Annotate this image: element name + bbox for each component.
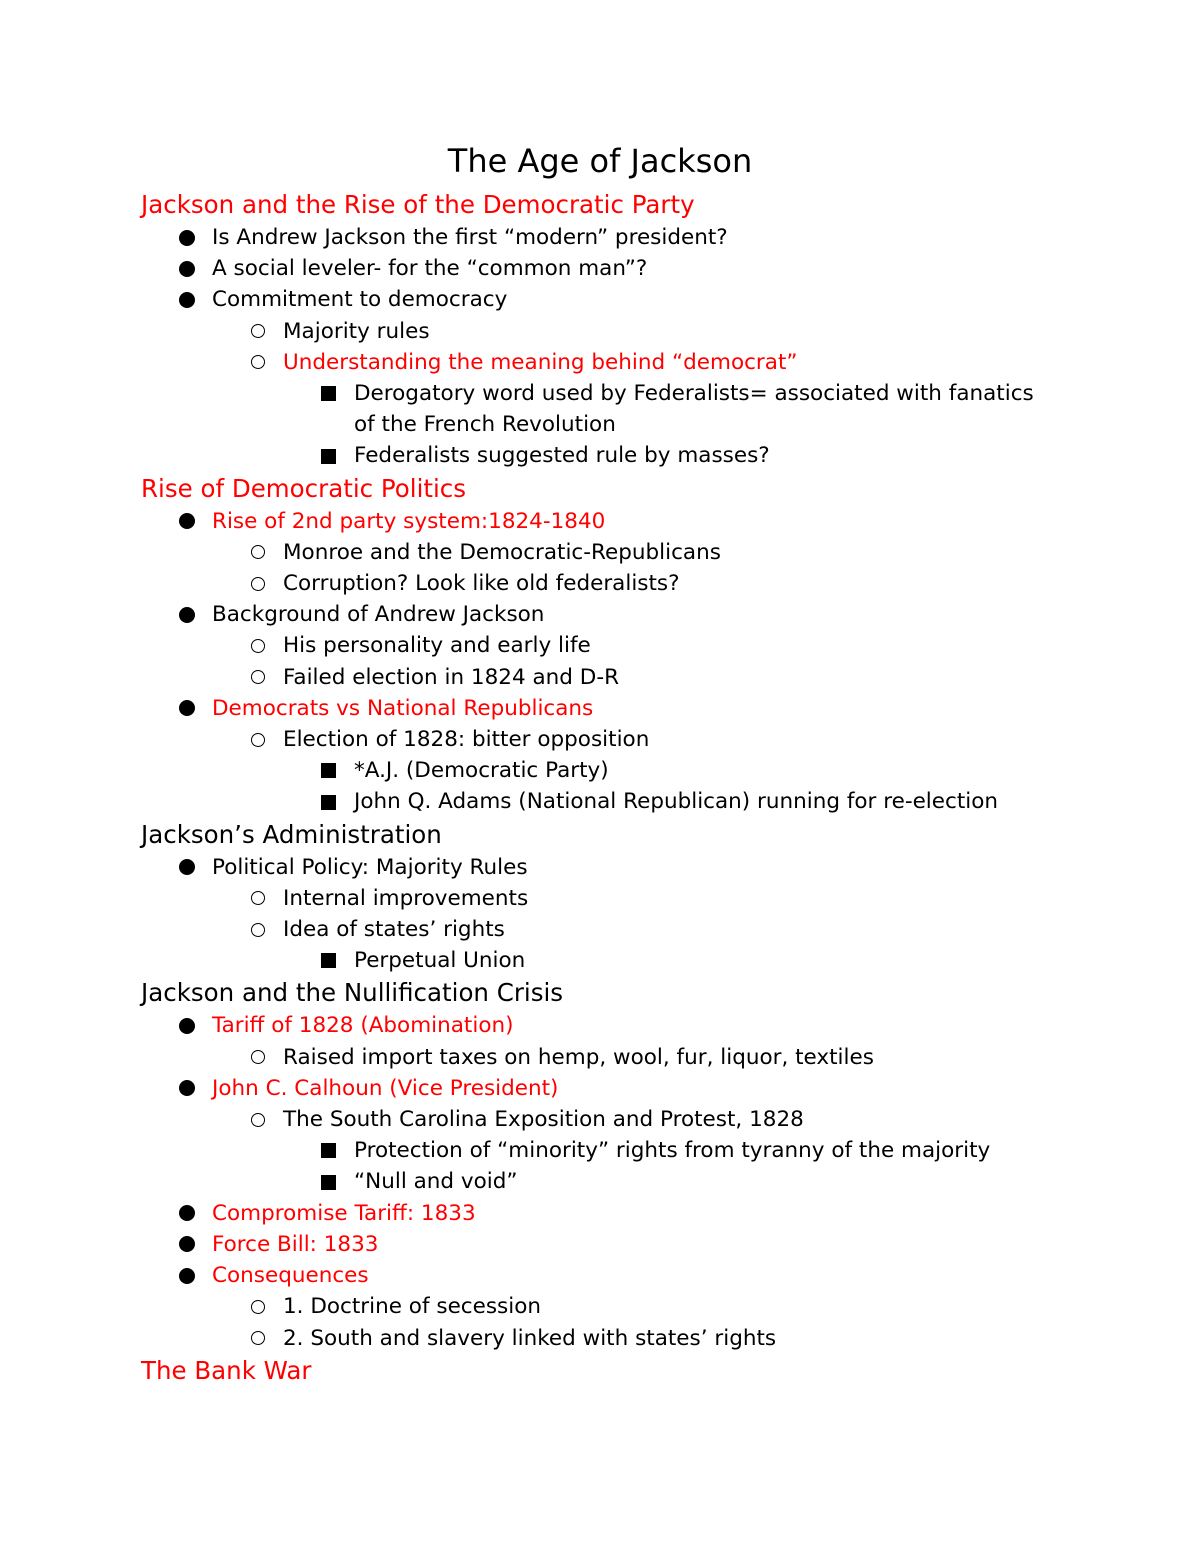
filled-circle-bullet-icon [177, 599, 197, 630]
list-item-text: Perpetual Union [354, 948, 526, 974]
section-heading: Jackson and the Rise of the Democratic Party [141, 190, 695, 219]
list-item [354, 945, 1034, 976]
page-title: The Age of Jackson [447, 142, 753, 180]
list-item [283, 537, 1113, 568]
list-item [354, 1135, 1034, 1166]
list-item-text: The South Carolina Exposition and Protest, 1828 [283, 1107, 804, 1133]
list-item [354, 440, 1034, 471]
list-item [212, 1229, 1112, 1260]
list-item-text: Raised import taxes on hemp, wool, fur, liquor, textiles [283, 1044, 874, 1070]
section-heading: Rise of Democratic Politics [141, 473, 467, 503]
filled-circle-bullet-icon [177, 253, 197, 284]
list-item-text: 1. Doctrine of secession [283, 1294, 541, 1320]
hollow-circle-bullet-icon [248, 1104, 268, 1135]
list-item-text: His personality and early life [283, 633, 591, 659]
section-heading: Jackson and the Nullification Crisis [141, 978, 564, 1008]
outline [0, 188, 1200, 1388]
filled-circle-bullet-icon [177, 1260, 197, 1291]
list-item-text: Consequences [212, 1263, 369, 1289]
list-item [283, 1104, 1113, 1135]
list-item [283, 883, 1113, 914]
square-bullet-icon [318, 945, 338, 976]
hollow-circle-bullet-icon [248, 316, 268, 347]
filled-circle-bullet-icon [177, 1010, 197, 1041]
filled-circle-bullet-icon [177, 1229, 197, 1260]
list-item [212, 1198, 1112, 1229]
list-item-text: Tariff of 1828 (Abomination) [212, 1013, 514, 1039]
section-heading: Jackson’s Administration [141, 819, 442, 849]
list-item [354, 786, 1034, 817]
list-item [283, 347, 1113, 378]
list-item-text: Political Policy: Majority Rules [212, 854, 528, 880]
list-item [212, 284, 1112, 315]
list-item [283, 568, 1113, 599]
list-item-text: *A.J. (Democratic Party) [354, 758, 609, 784]
list-item-text: Force Bill: 1833 [212, 1231, 379, 1257]
hollow-circle-bullet-icon [248, 537, 268, 568]
hollow-circle-bullet-icon [248, 662, 268, 693]
list-item [283, 662, 1113, 693]
hollow-circle-bullet-icon [248, 568, 268, 599]
filled-circle-bullet-icon [177, 693, 197, 724]
list-item-text: Monroe and the Democratic-Republicans [283, 539, 721, 565]
list-item [212, 222, 1112, 253]
list-item [283, 630, 1113, 661]
list-item-text: John C. Calhoun (Vice President) [212, 1075, 559, 1101]
list-item [212, 506, 1112, 537]
list-item-text: Internal improvements [283, 885, 529, 911]
list-item-text: Majority rules [283, 318, 430, 344]
filled-circle-bullet-icon [177, 1198, 197, 1229]
list-item-text: Idea of states’ rights [283, 917, 505, 943]
square-bullet-icon [318, 1135, 338, 1166]
list-item-text: Failed election in 1824 and D-R [283, 664, 620, 690]
list-item-text: 2. South and slavery linked with states’ rights [283, 1325, 777, 1351]
filled-circle-bullet-icon [177, 852, 197, 883]
hollow-circle-bullet-icon [248, 630, 268, 661]
list-item-text: Protection of “minority” rights from tyranny of the majority [354, 1138, 991, 1164]
section-heading: The Bank War [141, 1355, 312, 1385]
list-item-text: Corruption? Look like old federalists? [283, 571, 680, 597]
list-item-text: John Q. Adams (National Republican) running for re-election [354, 789, 999, 815]
list-item [283, 316, 1113, 347]
list-item [283, 724, 1113, 755]
filled-circle-bullet-icon [177, 506, 197, 537]
list-item [354, 378, 1034, 440]
list-item [212, 1260, 1112, 1291]
square-bullet-icon [318, 440, 338, 471]
square-bullet-icon [318, 1166, 338, 1197]
hollow-circle-bullet-icon [248, 1323, 268, 1354]
list-item-text: Election of 1828: bitter opposition [283, 727, 650, 753]
hollow-circle-bullet-icon [248, 724, 268, 755]
list-item [283, 1323, 1113, 1354]
list-item-text: Federalists suggested rule by masses? [354, 443, 770, 469]
list-item [212, 693, 1112, 724]
filled-circle-bullet-icon [177, 1073, 197, 1104]
list-item [283, 1291, 1113, 1322]
list-item-text: Compromise Tariff: 1833 [212, 1200, 476, 1226]
list-item [283, 1042, 1113, 1073]
list-item [212, 852, 1112, 883]
list-item [212, 1073, 1112, 1104]
list-item [212, 599, 1112, 630]
list-item [212, 253, 1112, 284]
list-item [354, 1166, 1034, 1197]
list-item [354, 755, 1034, 786]
list-item-text: “Null and void” [354, 1169, 518, 1195]
list-item-text: Is Andrew Jackson the first “modern” president? [212, 225, 728, 250]
list-item [212, 1010, 1112, 1041]
filled-circle-bullet-icon [177, 222, 197, 253]
list-item-text: Understanding the meaning behind “democrat” [283, 349, 798, 375]
list-item-text: Background of Andrew Jackson [212, 602, 545, 628]
hollow-circle-bullet-icon [248, 1291, 268, 1322]
filled-circle-bullet-icon [177, 284, 197, 315]
list-item [283, 914, 1113, 945]
hollow-circle-bullet-icon [248, 347, 268, 378]
list-item-text: Derogatory word used by Federalists= associated with fanatics of the French Revolution [354, 381, 1034, 438]
square-bullet-icon [318, 378, 338, 409]
square-bullet-icon [318, 786, 338, 817]
square-bullet-icon [318, 755, 338, 786]
hollow-circle-bullet-icon [248, 914, 268, 945]
hollow-circle-bullet-icon [248, 1042, 268, 1073]
list-item-text: Rise of 2nd party system:1824-1840 [212, 508, 606, 534]
list-item-text: Commitment to democracy [212, 287, 508, 313]
list-item-text: A social leveler- for the “common man”? [212, 256, 648, 282]
list-item-text: Democrats vs National Republicans [212, 695, 594, 721]
hollow-circle-bullet-icon [248, 883, 268, 914]
